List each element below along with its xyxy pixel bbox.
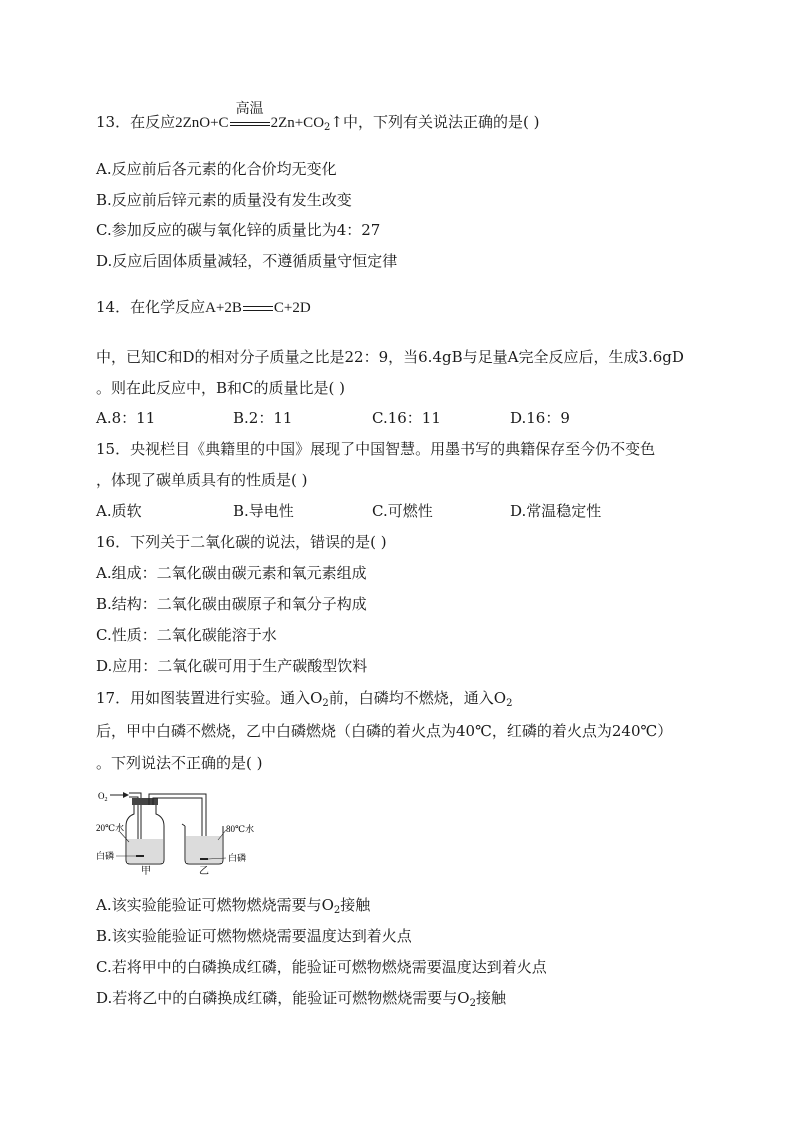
q15-line-2: ，体现了碳单质具有的性质是( ): [96, 471, 308, 489]
q17-option-b: B.该实验能验证可燃物燃烧需要温度达到着火点: [96, 927, 412, 945]
fig-phosphorus-left-label: 白磷: [96, 851, 115, 861]
q13-condition-label: 高温: [235, 101, 264, 117]
question-13-stem: [96, 101, 540, 133]
q14-equal-sign: [243, 306, 273, 311]
q13-equation-lhs: 2ZnO+C: [175, 115, 229, 131]
q14-line-2: 中，已知C和D的相对分子质量之比是22：9，当6.4gB与足量A完全反应后，生成3.6gD: [96, 348, 684, 366]
q13-equation-rhs: 2Zn+CO: [270, 115, 325, 131]
q13-reaction-condition: [229, 101, 271, 133]
q13-tail: 中，下列有关说法正确的是( ): [342, 113, 540, 131]
q16-option-d: D.应用：二氧化碳可用于生产碳酸型饮料: [96, 657, 368, 675]
q14-line-3: 。则在此反应中，B和C的质量比是( ): [96, 379, 345, 397]
q17-option-a: [96, 895, 370, 915]
fig-label-jia: 甲: [141, 866, 151, 876]
q13-number: 13．在反应: [96, 113, 176, 131]
q17-subscript-1: 2: [322, 698, 329, 709]
q14-equation-rhs: C+2D: [273, 300, 311, 316]
experiment-apparatus-figure: [96, 784, 266, 876]
q17-line-1-part-b: 前，白磷均不燃烧，通入O: [328, 689, 507, 707]
q15-option-d: D.常温稳定性: [510, 502, 602, 520]
q13-subscript: 2: [324, 122, 331, 133]
q17-subscript-2: 2: [506, 698, 513, 709]
q13-option-d: D.反应后固体质量减轻，不遵循质量守恒定律: [96, 252, 398, 270]
q13-double-line: [230, 122, 270, 126]
q14-equation-lhs: A+2B: [205, 300, 242, 316]
q14-option-a: A.8：11: [96, 409, 156, 427]
q17-option-a-tail: 接触: [340, 896, 371, 914]
q16-option-b: B.结构：二氧化碳由碳原子和氧分子构成: [96, 595, 367, 613]
q15-line-1: 15．央视栏目《典籍里的中国》展现了中国智慧。用墨书写的典籍保存至今仍不变色: [96, 440, 656, 458]
gas-arrow-icon: ↑: [330, 113, 343, 131]
q13-option-a: A.反应前后各元素的化合价均无变化: [96, 160, 337, 178]
q17-line-2: 后，甲中白磷不燃烧，乙中白磷燃烧（白磷的着火点为40℃，红磷的着火点为240℃）: [96, 722, 673, 740]
q14-option-c: C.16：11: [372, 409, 441, 427]
fig-water-right-label: 80℃水: [226, 824, 255, 834]
fig-label-yi: 乙: [199, 866, 209, 876]
q13-option-b: B.反应前后锌元素的质量没有发生改变: [96, 191, 352, 209]
q16-option-a: A.组成：二氧化碳由碳元素和氧元素组成: [96, 564, 367, 582]
q17-line-1-part-a: 17．用如图装置进行实验。通入O: [96, 689, 323, 707]
q17-option-a-subscript: 2: [333, 905, 341, 916]
q17-option-d: [96, 988, 506, 1008]
q14-option-b: B.2：11: [233, 409, 293, 427]
q17-option-c: C.若将甲中的白磷换成红磷，能验证可燃物燃烧需要温度达到着火点: [96, 958, 547, 976]
q15-option-b: B.导电性: [233, 502, 294, 520]
q15-option-a: A.质软: [96, 502, 142, 520]
q17-line-1: [96, 688, 512, 708]
q17-option-d-tail: 接触: [475, 989, 506, 1007]
q14-number: 14．在化学反应: [96, 298, 206, 316]
fig-leader-water-left: [120, 832, 129, 842]
question-14-stem: [96, 297, 311, 318]
arrow-right-icon: [123, 792, 129, 798]
q17-option-a-text: A.该实验能验证可燃物燃烧需要与O: [96, 896, 334, 914]
fig-water-left-label: 20℃水: [96, 823, 125, 833]
fig-phosphorus-right-label: 白磷: [228, 853, 247, 863]
q17-option-d-text: D.若将乙中的白磷换成红磷，能验证可燃物燃烧需要与O: [96, 989, 470, 1007]
q13-option-c: C.参加反应的碳与氧化锌的质量比为4：27: [96, 221, 381, 239]
q17-option-d-subscript: 2: [469, 998, 476, 1009]
q17-line-3: 。下列说法不正确的是( ): [96, 754, 263, 772]
q15-option-c: C.可燃性: [372, 502, 433, 520]
q16-option-c: C.性质：二氧化碳能溶于水: [96, 626, 277, 644]
fig-stopper: [132, 798, 158, 805]
q16-line-1: 16．下列关于二氧化碳的说法，错误的是( ): [96, 533, 387, 551]
fig-water-jia: [127, 839, 163, 863]
fig-gas-label: $O_2$: [98, 791, 108, 803]
q14-option-d: D.16：9: [510, 409, 570, 427]
